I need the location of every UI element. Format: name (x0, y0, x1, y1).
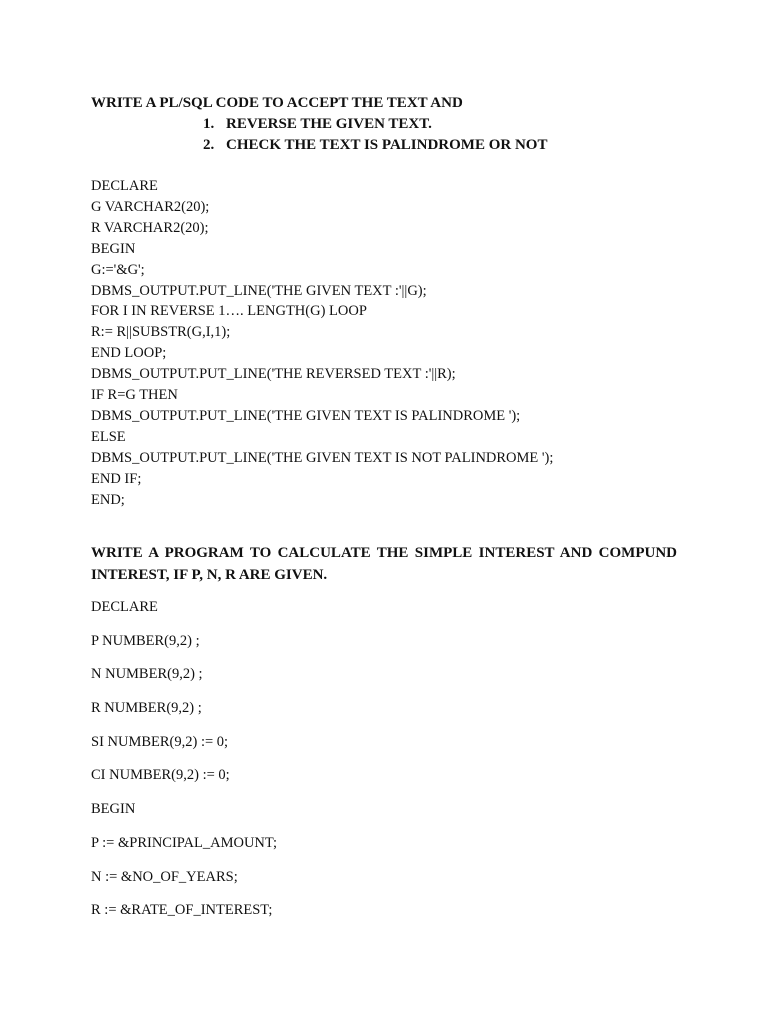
code-line: P NUMBER(9,2) ; (91, 632, 200, 649)
question-2-title: WRITE A PROGRAM TO CALCULATE THE SIMPLE INTEREST AND COMPUND INTEREST, IF P, N, R ARE GIVEN. (91, 545, 677, 583)
code-line: DECLARE (91, 178, 158, 194)
code-line: P := &PRINCIPAL_AMOUNT; (91, 834, 277, 851)
code-line: DBMS_OUTPUT.PUT_LINE('THE GIVEN TEXT IS NOT PALINDROME '); (91, 449, 554, 466)
code-line: END IF; (91, 470, 142, 487)
code-line: DBMS_OUTPUT.PUT_LINE('THE GIVEN TEXT :'||G); (91, 282, 427, 299)
task-number: 2. (203, 137, 215, 153)
code-line: R NUMBER(9,2) ; (91, 700, 202, 717)
code-line: R VARCHAR2(20); (91, 219, 209, 236)
code-line: G VARCHAR2(20); (91, 198, 210, 215)
task-text: REVERSE THE GIVEN TEXT. (226, 116, 432, 132)
code-line: BEGIN (91, 240, 136, 257)
code-line: DBMS_OUTPUT.PUT_LINE('THE REVERSED TEXT :'||R); (91, 366, 456, 383)
code-line: END; (91, 491, 125, 508)
code-line: G:='&G'; (91, 261, 145, 278)
question-1-code-block (91, 176, 553, 511)
code-line: ELSE (91, 428, 126, 445)
code-line: N := &NO_OF_YEARS; (91, 868, 238, 885)
code-line: FOR I IN REVERSE 1…. LENGTH(G) LOOP (91, 303, 367, 320)
code-line: R:= R||SUBSTR(G,I,1); (91, 324, 231, 341)
task-number: 1. (203, 116, 215, 132)
code-line: BEGIN (91, 801, 136, 818)
code-line: DBMS_OUTPUT.PUT_LINE('THE GIVEN TEXT IS PALINDROME '); (91, 407, 521, 424)
question-1-task-list (203, 114, 547, 156)
code-line: N NUMBER(9,2) ; (91, 666, 203, 683)
code-line: DECLARE (91, 599, 158, 615)
task-item (203, 135, 547, 156)
code-line: IF R=G THEN (91, 387, 178, 404)
task-text: CHECK THE TEXT IS PALINDROME OR NOT (226, 137, 548, 153)
question-2-code-block (91, 597, 277, 934)
code-line: SI NUMBER(9,2) := 0; (91, 733, 229, 750)
code-line: R := &RATE_OF_INTEREST; (91, 902, 273, 919)
code-line: END LOOP; (91, 345, 167, 362)
question-1-title: WRITE A PL/SQL CODE TO ACCEPT THE TEXT AND (91, 95, 463, 111)
code-line: CI NUMBER(9,2) := 0; (91, 767, 230, 784)
task-item (203, 114, 547, 135)
